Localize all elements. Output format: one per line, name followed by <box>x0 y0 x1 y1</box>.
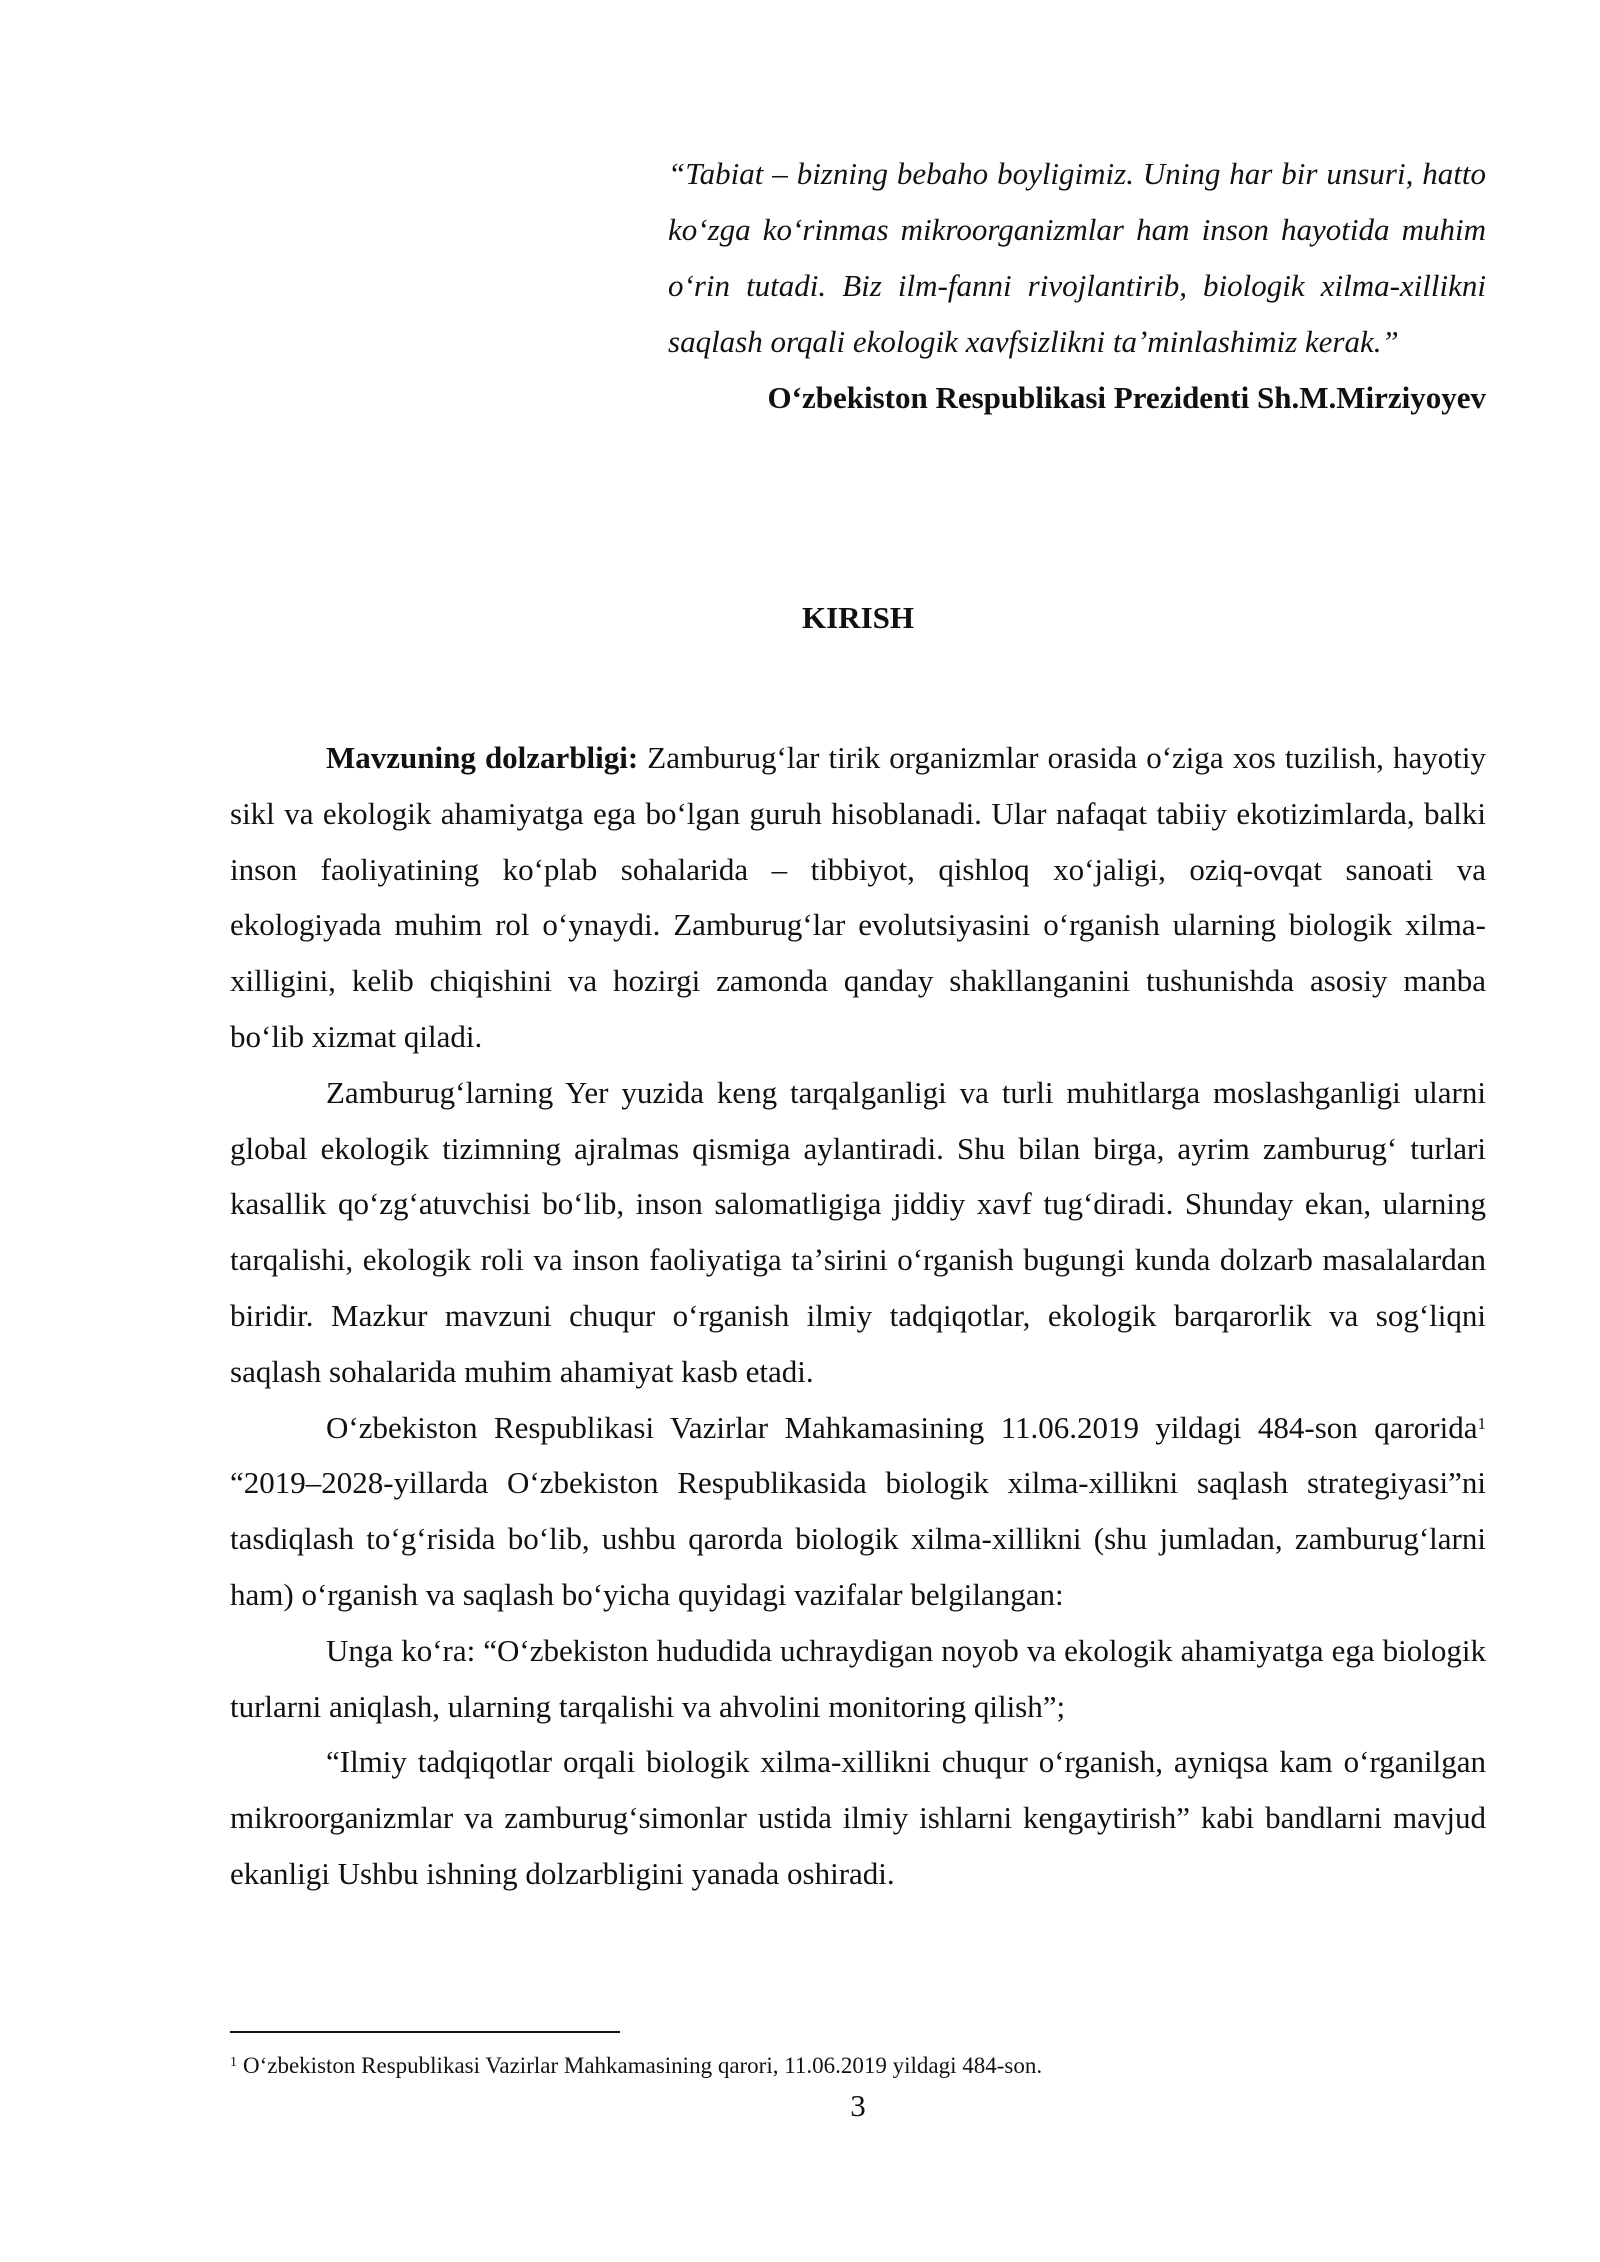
body-text <box>230 730 1486 1902</box>
page-number: 3 <box>850 2088 866 2123</box>
epigraph-quote: “Tabiat – bizning bebaho boyligimiz. Uning har bir unsuri, hatto koʻzga koʻrinmas mikroorganizmlar ham inson hayotida muhim oʻrin tutadi. Biz ilm-fanni rivojlantirib, biologik xilma-xillikni saqlash orqali ekologik xavfsizlikni taʼminlashimiz kerak.” <box>668 156 1486 359</box>
paragraph-relevance <box>230 730 1486 1065</box>
paragraph-distribution: Zamburugʻlarning Yer yuzida keng tarqalganligi va turli muhitlarga moslashganligi ularni global ekologik tizimning ajralmas qismiga aylantiradi. Shu bilan birga, ayrim zamburugʻ turlari kasallik qoʻzgʻatuvchisi boʻlib, inson salomatligiga jiddiy xavf tugʻdiradi. Shunday ekan, ularning tarqalishi, ekologik roli va inson faoliyatiga taʼsirini oʻrganish bugungi kunda dolzarb masalalardan biridir. Mazkur mavzuni chuqur oʻrganish ilmiy tadqiqotlar, ekologik barqarorlik va sogʻliqni saqlash sohalarida muhim ahamiyat kasb etadi. <box>230 1074 1486 1389</box>
paragraph-task-1: Unga koʻra: “Oʻzbekiston hududida uchraydigan noyob va ekologik ahamiyatga ega biologik turlarni aniqlash, ularning tarqalishi va ahvolini monitoring qilish”; <box>230 1632 1486 1724</box>
paragraph-lead: Mavzuning dolzarbligi: <box>326 740 639 775</box>
footnote-reference: 1 <box>1477 1413 1486 1433</box>
epigraph <box>668 146 1486 426</box>
paragraph-text: Zamburugʻlar tirik organizmlar orasida oʻziga xos tuzilish, hayotiy sikl va ekologik ahamiyatga ega boʻlgan guruh hisoblanadi. Ular nafaqat tabiiy ekotizimlarda, balki inson faoliyatining koʻplab sohalarida – tibbiyot, qishloq xoʻjaligi, oziq-ovqat sanoati va ekologiyada muhim rol oʻynaydi. Zamburugʻlar evolutsiyasini oʻrganish ularning biologik xilma-xilligini, kelib chiqishini va hozirgi zamonda qanday shakllanganini tushunishda asosiy manba boʻlib xizmat qiladi. <box>230 740 1486 1054</box>
footnote-separator <box>230 2031 620 2033</box>
paragraph-text: “2019–2028-yillarda Oʻzbekiston Respublikasida biologik xilma-xillikni saqlash strategiyasi”ni tasdiqlash toʻgʻrisida boʻlib, ushbu qarorda biologik xilma-xillikni (shu jumladan, zamburugʻlarni ham) oʻrganish va saqlash boʻyicha quyidagi vazifalar belgilangan: <box>230 1465 1486 1612</box>
footnote <box>230 2050 1486 2082</box>
section-heading: KIRISH <box>802 600 914 635</box>
paragraph-text: Oʻzbekiston Respublikasi Vazirlar Mahkamasining 11.06.2019 yildagi 484-son qarorida <box>326 1409 1478 1445</box>
paragraph-task-2: “Ilmiy tadqiqotlar orqali biologik xilma-xillikni chuqur oʻrganish, ayniqsa kam oʻrganilgan mikroorganizmlar va zamburugʻsimonlar ustida ilmiy ishlarni kengaytirish” kabi bandlarni mavjud ekanligi Ushbu ishning dolzarbligini yanada oshiradi. <box>230 1744 1486 1891</box>
epigraph-author: Oʻzbekiston Respublikasi Prezidenti Sh.M.Mirziyoyev <box>767 380 1486 415</box>
paragraph-resolution <box>230 1400 1486 1623</box>
footnote-text: Oʻzbekiston Respublikasi Vazirlar Mahkamasining qarori, 11.06.2019 yildagi 484-son. <box>243 2053 1043 2078</box>
footnote-mark: 1 <box>230 2055 237 2070</box>
